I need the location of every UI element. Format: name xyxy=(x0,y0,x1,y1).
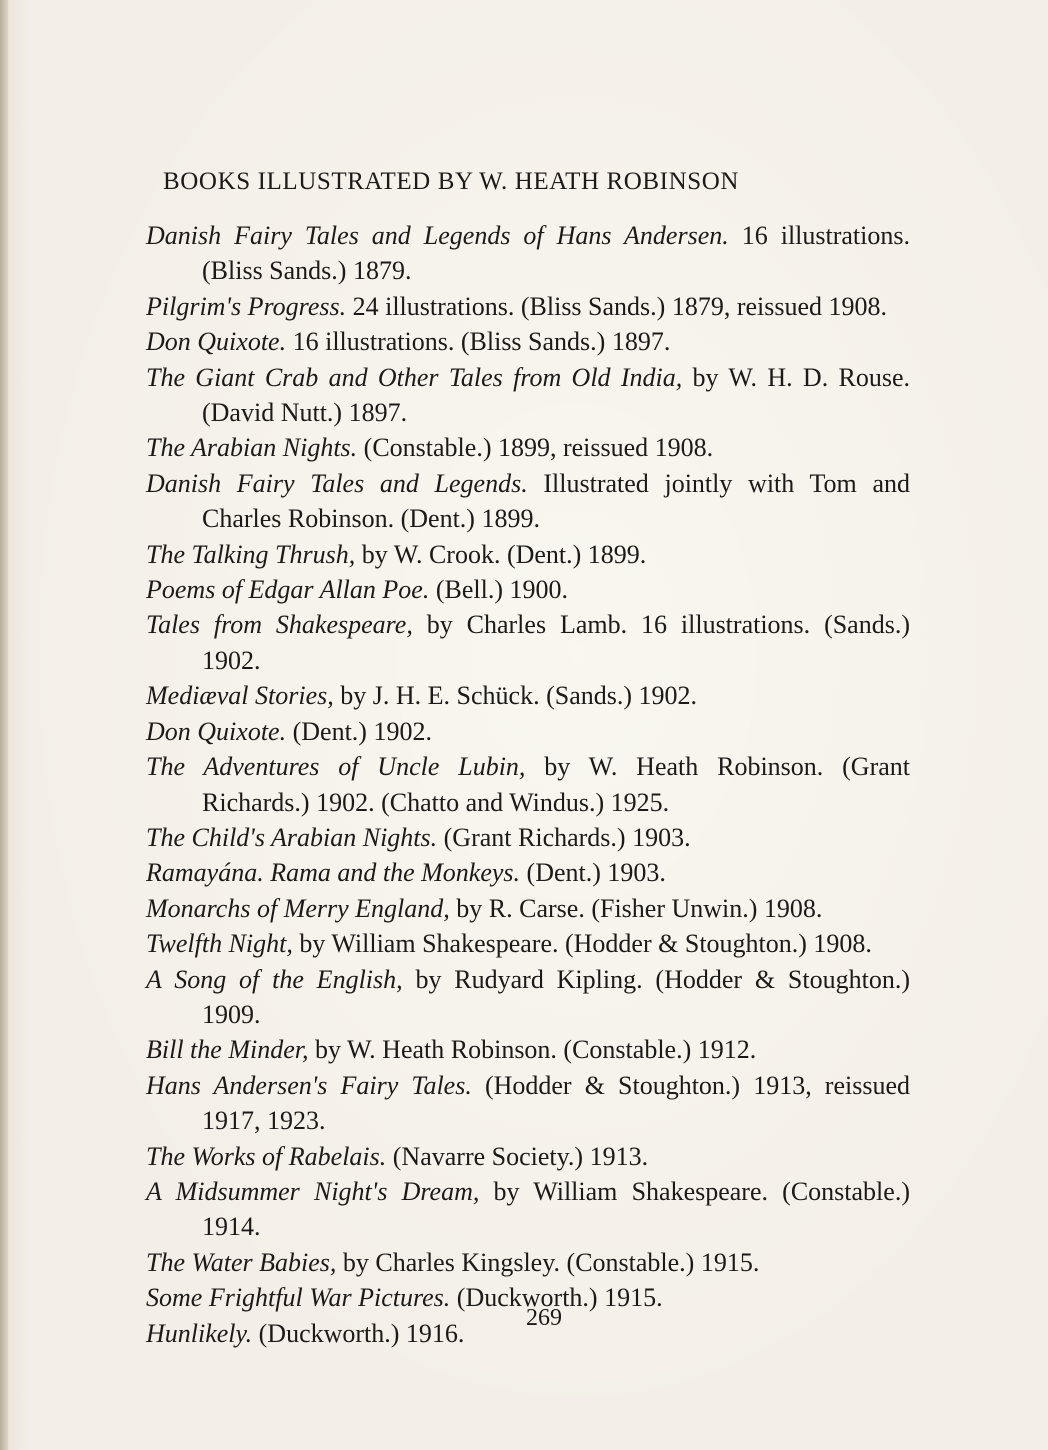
book-title: The Adventures of Uncle Lubin, xyxy=(146,752,526,782)
book-title: The Giant Crab and Other Tales from Old India, xyxy=(146,362,683,392)
bibliography-entry xyxy=(146,926,910,961)
book-title: The Water Babies, xyxy=(146,1247,337,1277)
bibliography-entry xyxy=(146,855,910,890)
book-title: The Works of Rabelais. xyxy=(146,1141,387,1171)
book-details: (Hodder & Stoughton.) 1913, reissued 1917, 1923. xyxy=(202,1070,910,1136)
page-heading: BOOKS ILLUSTRATED BY W. HEATH ROBINSON xyxy=(163,168,740,195)
book-details: (Dent.) 1903. xyxy=(520,858,666,888)
bibliography-entry xyxy=(146,1032,910,1067)
book-title: Tales from Shakespeare, xyxy=(146,610,413,640)
bibliography-entry xyxy=(146,289,910,324)
book-details: by W. H. D. Rouse. (David Nutt.) 1897. xyxy=(202,362,910,428)
book-details: 24 illustrations. (Bliss Sands.) 1879, reissued 1908. xyxy=(346,291,888,321)
page-number: 269 xyxy=(526,1305,562,1331)
bibliography-entry xyxy=(146,360,910,431)
book-details: (Duckworth.) 1916. xyxy=(252,1318,465,1348)
book-details: by Charles Lamb. 16 illustrations. (Sands.) 1902. xyxy=(202,610,911,675)
book-details: by W. Crook. (Dent.) 1899. xyxy=(355,539,647,569)
bibliography-entry xyxy=(146,537,910,572)
bibliography-entry xyxy=(146,1139,910,1174)
book-title: Twelfth Night, xyxy=(146,929,293,959)
book-details: (Duckworth.) 1915. xyxy=(450,1283,663,1313)
book-title: Hans Andersen's Fairy Tales. xyxy=(146,1070,472,1100)
book-title: Danish Fairy Tales and Legends of Hans Andersen. xyxy=(146,221,729,250)
book-details: by W. Heath Robinson. (Constable.) 1912. xyxy=(308,1035,757,1065)
bibliography-entry xyxy=(146,962,910,1033)
bibliography-entry xyxy=(146,607,910,678)
bibliography-entry xyxy=(146,891,910,926)
book-title: A Song of the English, xyxy=(146,964,403,994)
bibliography-entry xyxy=(146,678,910,713)
bibliography-entry xyxy=(146,1174,910,1245)
book-details: by W. Heath Robinson. (Grant Richards.) 1902. (Chatto and Windus.) 1925. xyxy=(202,752,911,817)
book-details: 16 illustrations. (Bliss Sands.) 1879. xyxy=(202,221,910,286)
book-title: Don Quixote. xyxy=(146,327,287,357)
book-title: Don Quixote. xyxy=(146,716,287,746)
bibliography-list xyxy=(146,218,910,1351)
page-gutter xyxy=(0,0,8,1450)
book-title: Ramayána. Rama and the Monkeys. xyxy=(146,858,521,888)
bibliography-entry xyxy=(146,1068,910,1139)
book-title: A Midsummer Night's Dream, xyxy=(146,1176,480,1206)
bibliography-entry xyxy=(146,572,910,607)
book-details: by R. Carse. (Fisher Unwin.) 1908. xyxy=(449,893,823,923)
book-title: Pilgrim's Progress. xyxy=(146,291,347,321)
book-details: by Rudyard Kipling. (Hodder & Stoughton.) 1909. xyxy=(202,964,910,1029)
book-title: Some Frightful War Pictures. xyxy=(146,1283,451,1313)
book-details: by J. H. E. Schück. (Sands.) 1902. xyxy=(333,681,698,711)
bibliography-entry xyxy=(146,430,910,465)
book-title: Mediæval Stories, xyxy=(146,681,334,711)
bibliography-entry xyxy=(146,714,910,749)
book-details: by William Shakespeare. (Constable.) 1914. xyxy=(202,1176,910,1242)
book-details: (Dent.) 1902. xyxy=(286,716,432,746)
book-title: Bill the Minder, xyxy=(146,1035,309,1065)
book-details: (Grant Richards.) 1903. xyxy=(437,822,691,852)
book-details: Illustrated jointly with Tom and Charles Robinson. (Dent.) 1899. xyxy=(202,468,911,534)
book-details: by William Shakespeare. (Hodder & Stoughton.) 1908. xyxy=(292,929,872,959)
book-details: (Bell.) 1900. xyxy=(429,575,568,605)
book-details: (Constable.) 1899, reissued 1908. xyxy=(357,433,714,463)
book-title: The Child's Arabian Nights. xyxy=(146,822,438,852)
book-title: Monarchs of Merry England, xyxy=(146,893,450,923)
book-details: (Navarre Society.) 1913. xyxy=(386,1141,649,1171)
book-title: Danish Fairy Tales and Legends. xyxy=(146,468,528,498)
book-details: 16 illustrations. (Bliss Sands.) 1897. xyxy=(286,327,671,357)
book-title: The Talking Thrush, xyxy=(146,539,356,569)
book-details: by Charles Kingsley. (Constable.) 1915. xyxy=(336,1247,760,1277)
bibliography-entry xyxy=(146,218,910,289)
bibliography-entry xyxy=(146,466,910,537)
bibliography-entry xyxy=(146,749,910,820)
book-title: Poems of Edgar Allan Poe. xyxy=(146,575,430,605)
bibliography-entry xyxy=(146,1245,910,1280)
book-title: The Arabian Nights. xyxy=(146,433,358,463)
bibliography-entry xyxy=(146,324,910,359)
bibliography-entry xyxy=(146,820,910,855)
book-title: Hunlikely. xyxy=(146,1318,253,1348)
